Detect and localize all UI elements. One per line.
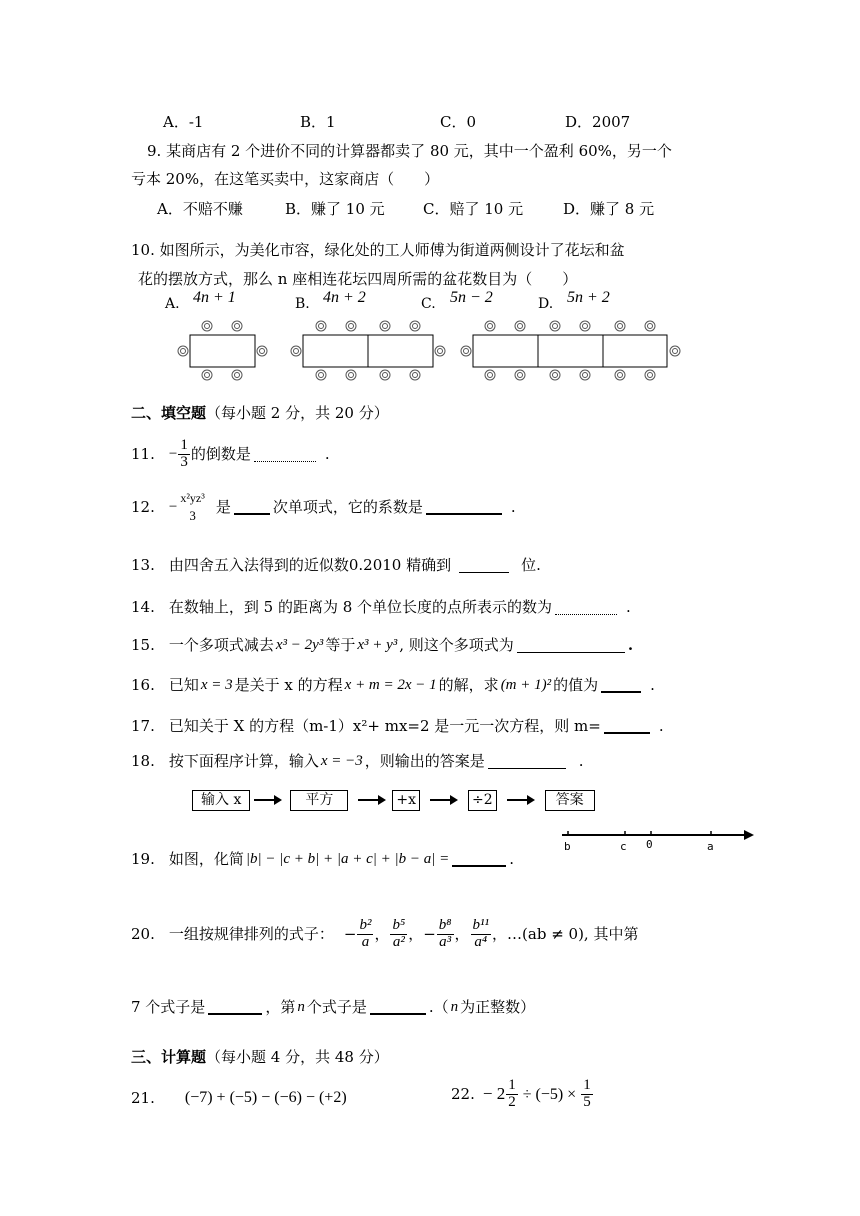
q19-expr: |b| − |c + b| + |a + c| + |b − a| = [245,851,450,867]
q17-tail: . [658,717,664,735]
q15-answer-blank[interactable] [517,638,625,653]
q14-answer-blank[interactable] [555,600,617,615]
q22-mid: ÷ (−5) × [522,1085,577,1103]
q12-coefficient-blank[interactable] [426,499,502,515]
q10-option-c-letter: C. [421,296,436,312]
flow-arrow-icon [430,799,456,801]
flow-square-box: 平方 [290,790,348,811]
q17-number: 17. [131,717,155,735]
q22-fraction-2: $\frac{1}{5}$ [583,1077,591,1110]
q10-option-a-value: 4n + 1 [193,289,236,306]
q18-text1: 按下面程序计算，输入 [168,752,319,770]
q9-line1 [147,142,672,160]
q14-number: 14. [131,598,155,616]
q18-text2: ，则输出的答案是 [364,752,485,770]
axis-label-c: c [620,840,627,853]
q17 [131,717,664,735]
q13-text2: 位. [521,556,541,574]
q20-line2-a: 7 个式子是 [131,998,206,1016]
q13-number: 13. [131,556,155,574]
q11-number: 11. [131,445,155,464]
q16-text3: 的解，求 [438,676,499,694]
q9-option-d: D．赚了 8 元 [563,200,655,218]
flow-answer-box: 答案 [545,790,595,811]
q8-option-d: D．2007 [565,113,631,131]
q20-line2 [131,998,535,1016]
q13-text1: 由四舍五入法得到的近似数0.2010 精确到 [168,556,452,574]
q12-text1: 是 [215,498,231,517]
q10-option-c-value: 5n − 2 [450,289,493,306]
flow-arrow-icon [254,799,280,801]
q12-number: 12. [131,498,155,517]
q18-tail: . [578,752,584,770]
number-line-figure [558,826,758,854]
q20-line2-c: 个式子是 [306,998,367,1016]
q22 [451,1078,594,1111]
q15-tail: . [627,636,634,654]
q10-option-b-value: 4n + 2 [323,289,366,306]
q20-condition: …(ab ≠ 0), 其中第 [507,925,639,944]
q20-term-3-sign: − [423,925,436,944]
section2-heading [131,404,389,422]
q22-prefix: − 2 [482,1084,506,1104]
q18-flowchart [192,790,595,811]
q20-line2-e: 为正整数） [460,998,536,1016]
q12: 12. − x²yz³ 3 是 次单项式，它的系数是 . [131,491,516,523]
q18-number: 18. [131,752,155,770]
q9-text-line1: 某商店有 2 个进价不同的计算器都卖了 80 元，其中一个盈利 60%，另一个 [166,142,672,160]
q12-tail: . [510,498,516,517]
q16-tail: . [650,676,655,694]
q15-text1: 一个多项式减去 [168,636,274,654]
q14-tail: . [626,598,631,616]
q16-expr2: x + m = 2x − 1 [344,677,437,693]
section3-heading [131,1048,389,1066]
q20-term-1: $\frac{\text{b²}}{a}$ [359,917,372,950]
q19-answer-blank[interactable] [452,851,506,867]
q20-term-2: $\frac{\text{b⁵}}{\text{a²}}$ [392,917,406,950]
q20-line2-n2: n [450,999,459,1015]
q18-expr: x = −3 [320,753,363,769]
flower-bed-two [291,321,445,380]
q8-option-a: A．-1 [163,113,204,131]
flow-divide-box: ÷2 [468,790,497,811]
q20-nth-term-blank[interactable] [370,999,426,1015]
q9-number: 9. [147,142,162,160]
q21-number: 21. [131,1088,155,1107]
q20-term-4: $\frac{\text{b¹¹}}{\text{a⁴}}$ [472,917,490,950]
flow-arrow-icon [507,799,533,801]
q20-line2-b: ，第 [265,998,296,1016]
q9-option-a: A．不赔不赚 [157,200,243,218]
q10-text-line2: 花的摆放方式，那么 n 座相连花坛四周所需的盆花数目为（ ） [138,270,578,288]
axis-label-a: a [707,840,714,853]
q22-fraction-1: $\frac{1}{2}$ [508,1077,516,1110]
q16-text1: 已知 [168,676,199,694]
q11: 11. − $\frac{1}{3}$ 的倒数是 . [131,437,330,470]
q15-expr2: x³ + y³ [357,637,398,653]
q20-line2-d: .（ [428,998,449,1016]
q16 [131,676,655,694]
q18 [131,752,584,770]
q15-text3: , 则这个多项式为 [399,636,514,654]
q8-option-c: C．0 [440,113,477,131]
q11-answer-blank[interactable] [254,447,316,462]
section2-note: （每小题 2 分，共 20 分） [206,404,389,422]
q9-text-line2: 亏本 20%，在这笔买卖中，这家商店（ ） [131,170,440,188]
flow-arrow-icon [358,799,384,801]
section3-note: （每小题 4 分，共 48 分） [206,1048,389,1066]
q15 [131,636,633,654]
section2-title: 二、填空题 [131,404,207,422]
q12-fraction: x²yz³ 3 [180,491,205,523]
q11-tail: . [324,445,330,464]
q17-answer-blank[interactable] [604,718,650,734]
q16-expr1: x = 3 [200,677,233,693]
q19-tail: . [509,850,515,868]
q12-text2: 次单项式，它的系数是 [272,498,423,517]
q11-text: 的倒数是 [190,445,251,464]
q10-option-d-letter: D. [538,296,554,312]
q20-line2-n: n [297,999,305,1015]
section3-title: 三、计算题 [131,1048,207,1066]
q10-option-b-letter: B. [295,296,310,312]
q21-expr: (−7) + (−5) − (−6) − (+2) [184,1089,347,1106]
flower-bed-one [178,321,267,380]
q22-number: 22. [451,1085,475,1104]
flower-bed-three [461,321,680,380]
axis-label-b: b [564,840,571,853]
q19-text: 如图，化简 [168,850,244,868]
q17-text: 已知关于 X 的方程（m-1）x²+ mx=2 是一元一次方程，则 m= [168,717,601,735]
q10-text-line1: 如图所示，为美化市容，绿化处的工人师傅为街道两侧设计了花坛和盆 [159,241,625,259]
q16-number: 16. [131,676,155,694]
q16-text4: 的值为 [553,676,599,694]
q10-line1 [131,241,625,259]
q14 [131,598,631,616]
q13 [131,556,541,574]
q16-text2: 是关于 x 的方程 [234,676,343,694]
q14-text: 在数轴上，到 5 的距离为 8 个单位长度的点所表示的数为 [168,598,553,616]
q9-option-b: B．赚了 10 元 [285,200,385,218]
q8-option-b: B．1 [300,113,336,131]
q21 [131,1088,347,1107]
flower-bed-figure [175,318,695,384]
q19-number: 19. [131,850,155,868]
q11-fraction: $\frac{1}{3}$ [180,437,188,470]
q20-term-1-sign: − [343,925,357,944]
q15-text2: 等于 [325,636,356,654]
flow-input-box: 输入 x [192,790,250,811]
q20-term-3: $\frac{\text{b⁸}}{\text{a³}}$ [438,917,452,950]
q18-answer-blank[interactable] [488,754,566,769]
flow-add-x-box: +x [392,790,420,811]
axis-label-0: 0 [646,838,653,851]
q15-number: 15. [131,636,155,654]
q12-degree-blank[interactable] [234,499,270,515]
q19 [131,850,514,868]
q9-option-c: C．赔了 10 元 [423,200,524,218]
q16-expr3: (m + 1)² [500,677,552,693]
q16-answer-blank[interactable] [601,677,641,693]
q20-text1: 一组按规律排列的式子： [168,925,334,944]
q20-line1: 20. 一组按规律排列的式子： − $\frac{\text{b²}}{a}$ ， $\frac{\text{b⁵}}{\text{a²}}$ ， − $\frac{\text{b⁸}}{\text{a³}}$ ， $\frac{\text{b¹¹}}{\text{a⁴}}$ ， …(ab ≠ 0), 其中第 [131,917,639,950]
q20-seventh-term-blank[interactable] [208,999,262,1015]
q20-number: 20. [131,925,155,944]
q13-answer-blank[interactable] [459,558,509,573]
q10-option-a-letter: A. [165,296,180,312]
q10-option-d-value: 5n + 2 [567,289,610,306]
q15-expr1: x³ − 2y³ [275,637,324,653]
q10-number: 10. [131,241,155,259]
